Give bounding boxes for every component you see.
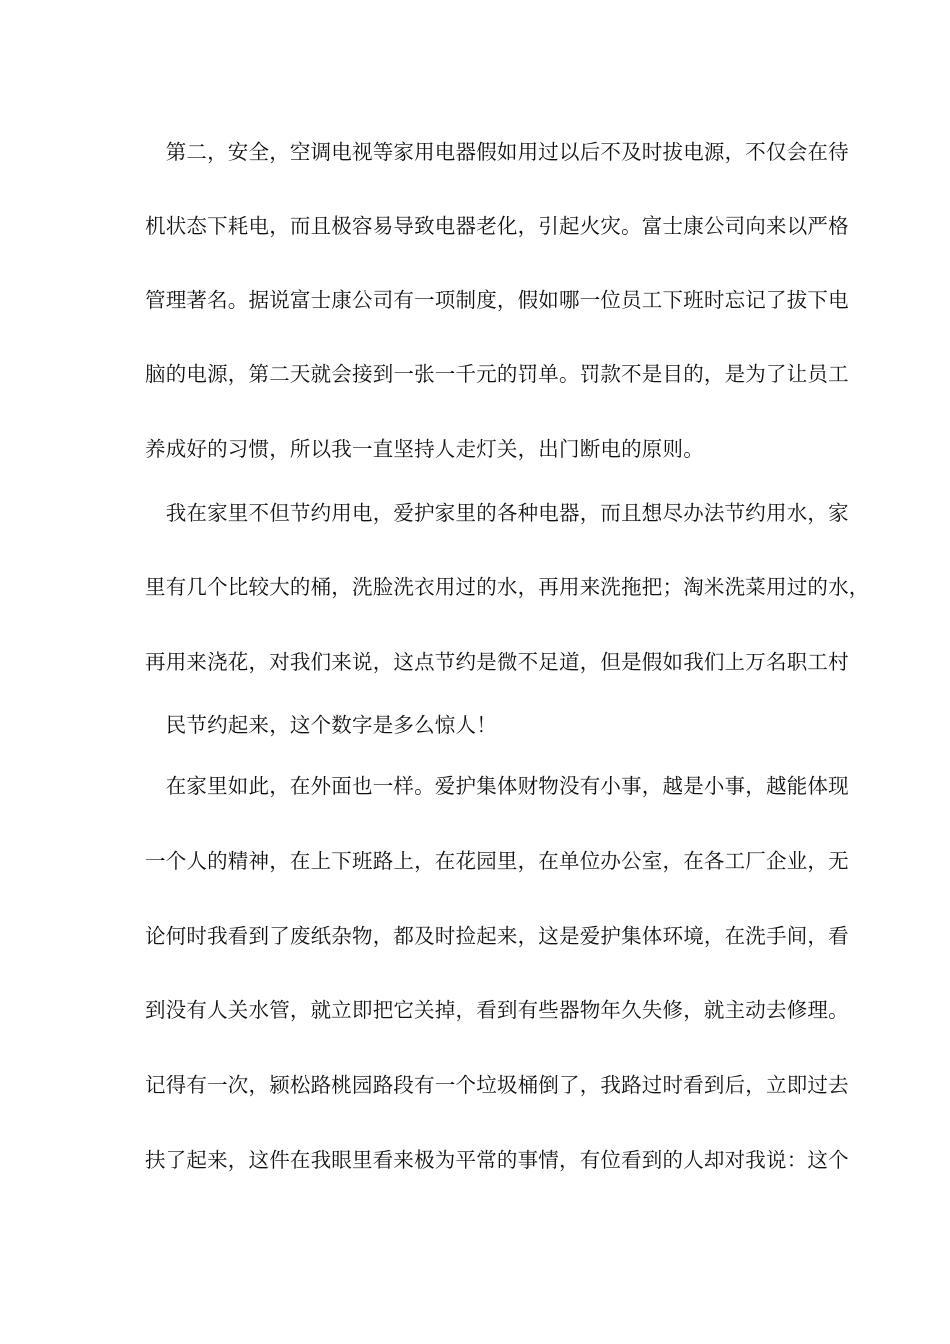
text-line: 论何时我看到了废纸杂物，都及时捡起来，这是爱护集体环境，在洗手间，看 <box>145 924 849 948</box>
text-line: 到没有人关水管，就立即把它关掉，看到有些器物年久失修，就主动去修理。 <box>145 998 849 1022</box>
text-line: 民节约起来，这个数字是多么惊人！ <box>145 713 497 737</box>
text-line: 第二，安全，空调电视等家用电器假如用过以后不及时拔电源，不仅会在待 <box>145 140 849 164</box>
text-line: 记得有一次，颍松路桃园路段有一个垃圾桶倒了，我路过时看到后，立即过去 <box>145 1073 849 1097</box>
text-line: 一个人的精神，在上下班路上，在花园里，在单位办公室，在各工厂企业，无 <box>145 849 849 873</box>
text-line: 再用来浇花，对我们来说，这点节约是微不足道，但是假如我们上万名职工村 <box>145 650 849 674</box>
text-line: 脑的电源，第二天就会接到一张一千元的罚单。罚款不是目的，是为了让员工 <box>145 362 849 386</box>
text-line: 在家里如此，在外面也一样。爱护集体财物没有小事，越是小事，越能体现 <box>145 774 849 798</box>
text-line: 我在家里不但节约用电，爱护家里的各种电器，而且想尽办法节约用水，家 <box>145 501 849 525</box>
text-line: 扶了起来，这件在我眼里看来极为平常的事情，有位看到的人却对我说：这个 <box>145 1148 849 1172</box>
text-line: 机状态下耗电，而且极容易导致电器老化，引起火灾。富士康公司向来以严格 <box>145 214 849 238</box>
text-line: 管理著名。据说富士康公司有一项制度，假如哪一位员工下班时忘记了拔下电 <box>145 288 849 312</box>
text-line: 养成好的习惯，所以我一直坚持人走灯关，出门断电的原则。 <box>145 437 704 461</box>
text-line: 里有几个比较大的桶，洗脸洗衣用过的水，再用来洗拖把；淘米洗菜用过的水， <box>145 575 870 599</box>
